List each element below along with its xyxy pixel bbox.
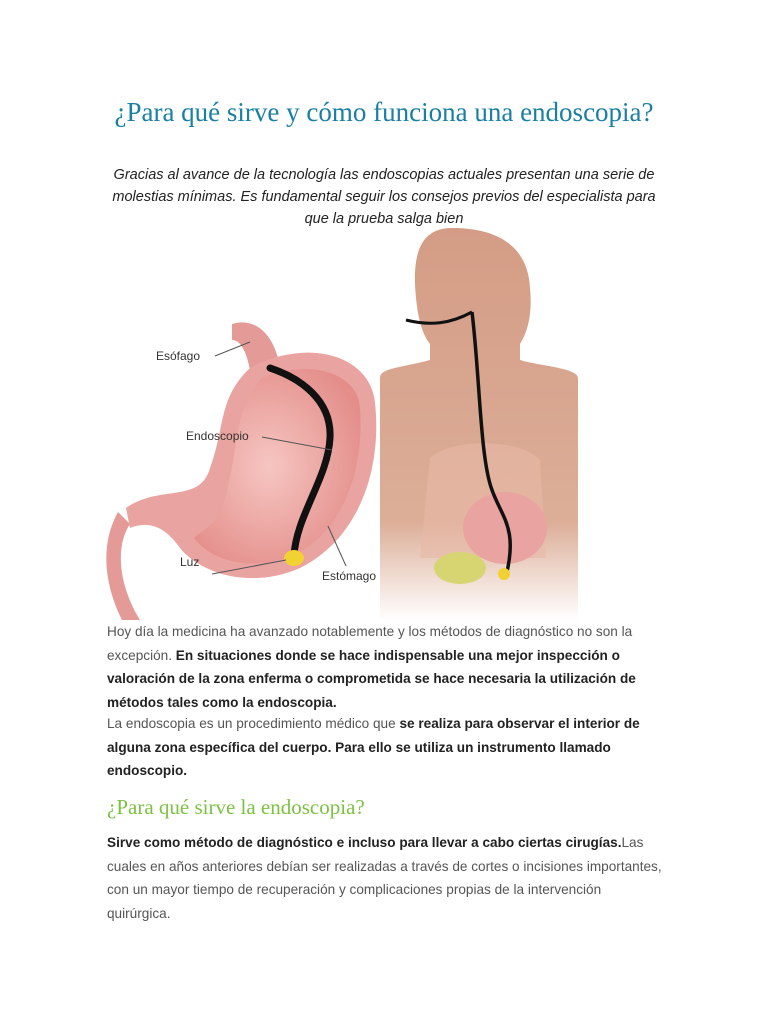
human-silhouette [380, 228, 578, 620]
paragraph-intro-bold: En situaciones donde se hace indispensable una mejor inspección o valoración de la zona enferma o comprometida se hace necesaria la utilización de métodos tales como la endoscopia. [107, 647, 636, 710]
paragraph-uses-bold: Sirve como método de diagnóstico e incluso para llevar a cabo ciertas cirugías. [107, 835, 622, 850]
label-luz: Luz [180, 555, 200, 569]
paragraph-intro-lead: Hoy día la medicina ha avanzado notablemente y los métodos de diagnóstico no son la excepción. [107, 624, 633, 663]
label-estomago: Estómago [322, 569, 377, 583]
label-endoscopio: Endoscopio [186, 429, 249, 443]
paragraph-definition [107, 712, 667, 783]
article-title: ¿Para qué sirve y cómo funciona una endoscopia? [114, 97, 654, 127]
paragraph-intro [107, 620, 667, 714]
section-heading: ¿Para qué sirve la endoscopia? [107, 795, 365, 819]
article-subtitle: Gracias al avance de la tecnología las endoscopias actuales presentan una serie de molestias mínimas. Es fundamental seguir los consejos previos del especialista para que la prueba salga bien [112, 167, 656, 227]
paragraph-uses-rest: Las cuales en años anteriores debían ser realizadas a través de cortes o incisiones importantes, con un mayor tiempo de recuperación y complicaciones propias de la intervención quirúrgica. [107, 835, 662, 921]
paragraph-definition-lead: La endoscopia es un procedimiento médico que [107, 716, 400, 731]
stomach-illustration [106, 322, 376, 620]
paragraph-definition-bold: se realiza para observar el interior de alguna zona específica del cuerpo. Para ello se utiliza un instrumento llamado endoscopio. [107, 716, 640, 778]
paragraph-uses [107, 831, 667, 925]
label-esofago: Esófago [156, 349, 201, 363]
endoscopy-illustration [100, 228, 590, 620]
